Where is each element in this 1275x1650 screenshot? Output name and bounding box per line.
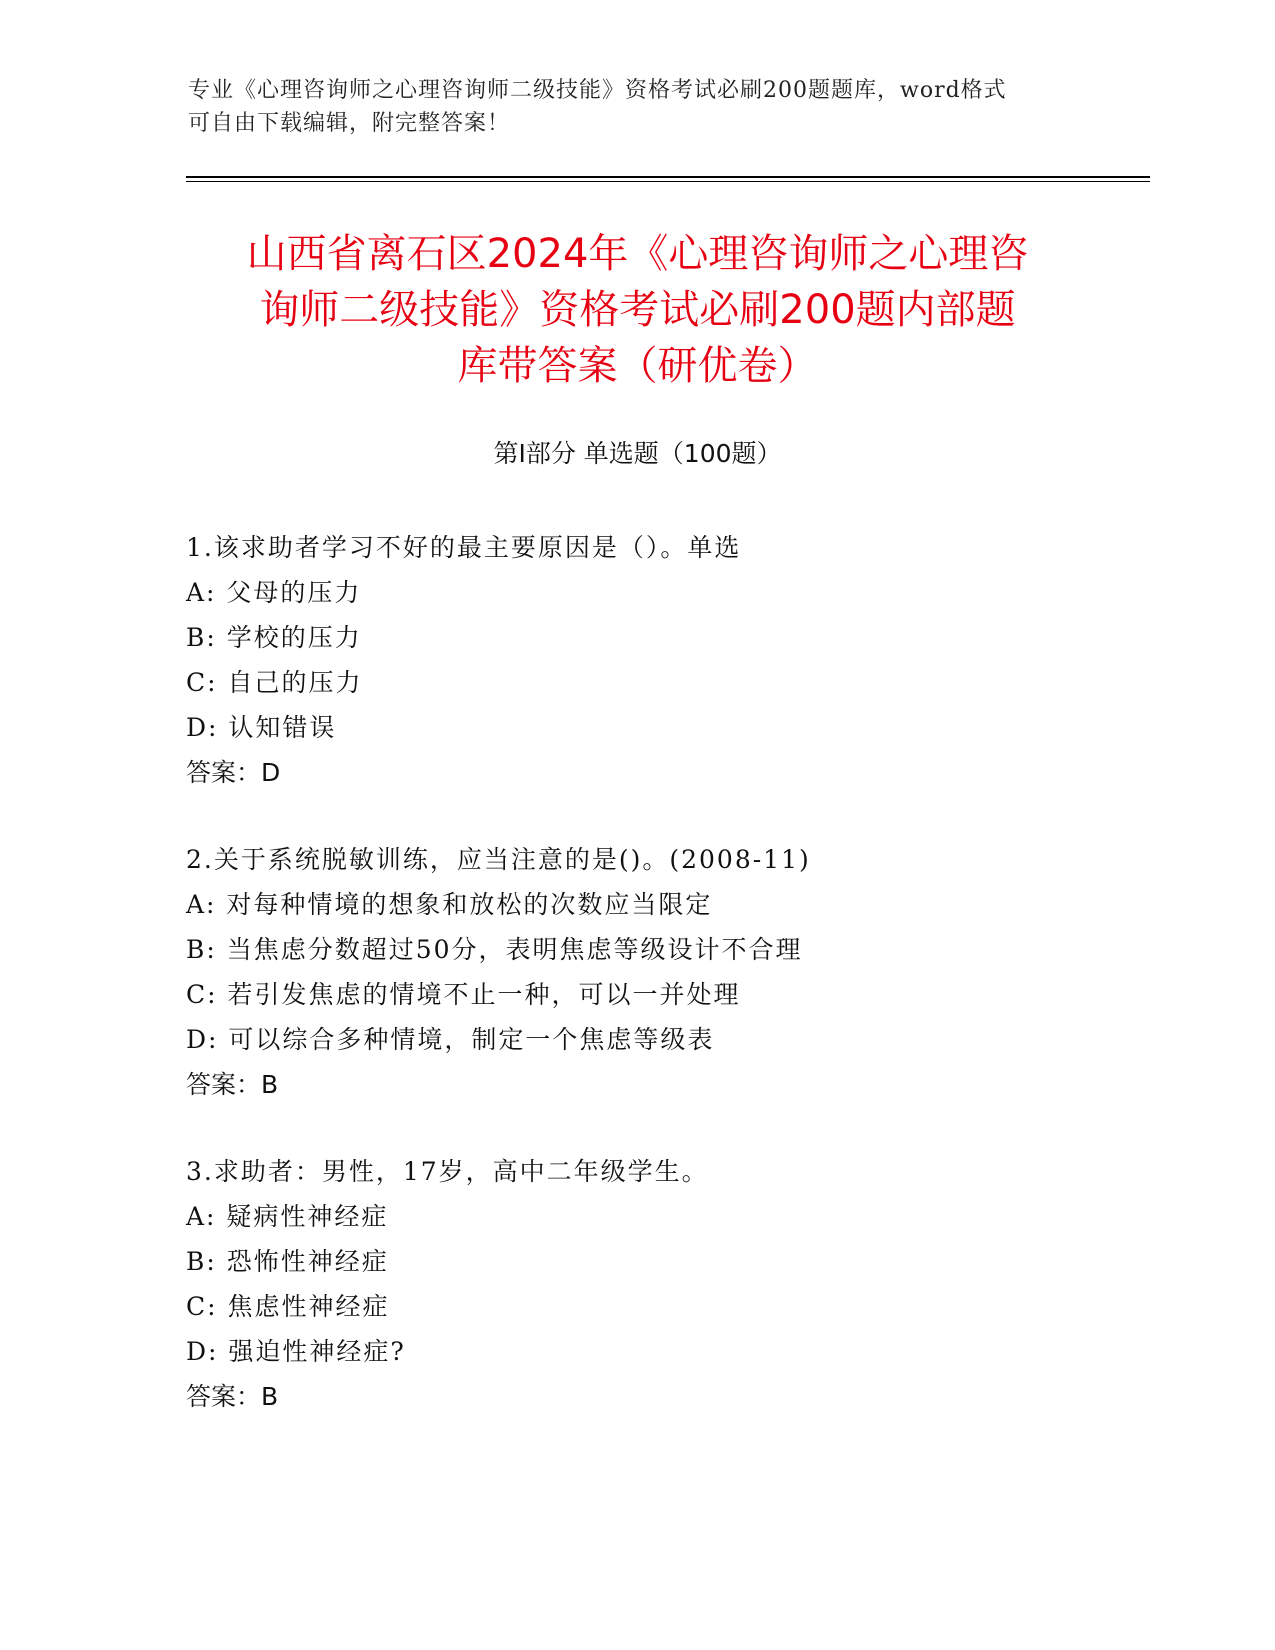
option-c: C: 若引发焦虑的情境不止一种，可以一并处理 bbox=[186, 980, 741, 1009]
answer: 答案：B bbox=[186, 1382, 279, 1411]
question-1 bbox=[186, 525, 1146, 795]
question-3 bbox=[186, 1149, 1146, 1419]
option-c: C: 自己的压力 bbox=[186, 668, 363, 697]
option-c: C: 焦虑性神经症 bbox=[186, 1292, 390, 1321]
section-heading: 第Ⅰ部分 单选题（100题） bbox=[493, 439, 782, 468]
answer: 答案：B bbox=[186, 1070, 279, 1099]
option-b: B: 学校的压力 bbox=[186, 623, 362, 652]
option-d: D: 可以综合多种情境，制定一个焦虑等级表 bbox=[186, 1025, 715, 1054]
option-a: A: 对每种情境的想象和放松的次数应当限定 bbox=[186, 890, 713, 919]
option-d: D: 认知错误 bbox=[186, 713, 337, 742]
question-stem: 2.关于系统脱敏训练，应当注意的是()。(2008-11) bbox=[186, 845, 811, 874]
document-title bbox=[150, 226, 1125, 394]
document-title-line-3: 库带答案（研优卷） bbox=[457, 343, 818, 389]
question-stem: 1.该求助者学习不好的最主要原因是（）。单选 bbox=[186, 533, 742, 562]
header-note-line-2: 可自由下载编辑，附完整答案！ bbox=[188, 111, 511, 136]
option-a: A: 父母的压力 bbox=[186, 578, 362, 607]
document-title-line-1: 山西省离石区2024年《心理咨询师之心理咨 bbox=[246, 231, 1029, 277]
document-title-line-2: 询师二级技能》资格考试必刷200题内部题 bbox=[259, 287, 1016, 333]
option-b: B: 恐怖性神经症 bbox=[186, 1247, 389, 1276]
answer: 答案：D bbox=[186, 758, 281, 787]
option-b: B: 当焦虑分数超过50分，表明焦虑等级设计不合理 bbox=[186, 935, 803, 964]
option-a: A: 疑病性神经症 bbox=[186, 1202, 389, 1231]
question-2 bbox=[186, 837, 1146, 1107]
option-d: D: 强迫性神经症? bbox=[186, 1337, 406, 1366]
header-note bbox=[188, 74, 1088, 140]
question-list bbox=[186, 525, 1146, 1461]
question-stem: 3.求助者：男性，17岁，高中二年级学生。 bbox=[186, 1157, 709, 1186]
header-divider-thick bbox=[186, 176, 1150, 178]
header-note-line-1: 专业《心理咨询师之心理咨询师二级技能》资格考试必刷200题题库，word格式 bbox=[188, 78, 1007, 103]
header-divider-thin bbox=[186, 181, 1150, 182]
